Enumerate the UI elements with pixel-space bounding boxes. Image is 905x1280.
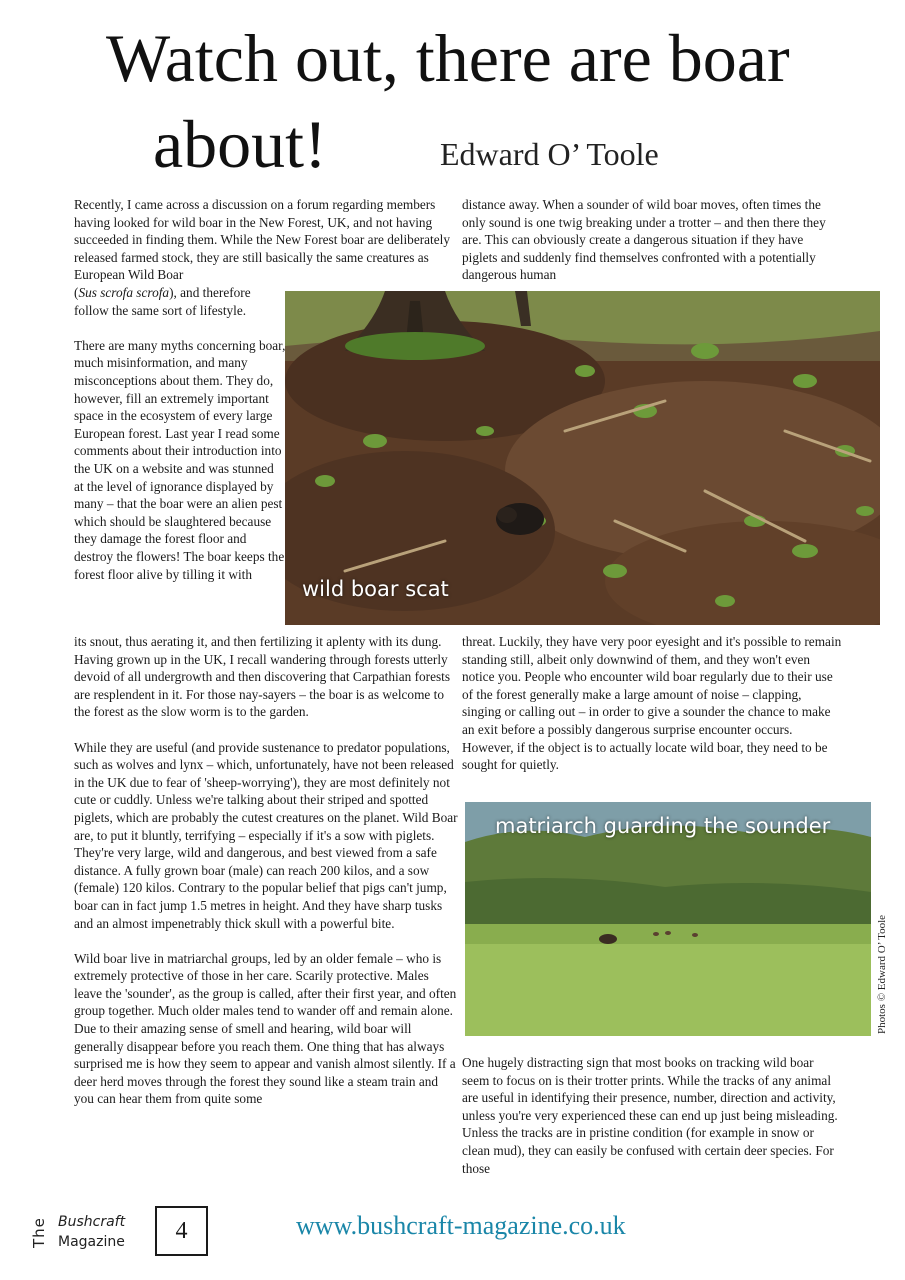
paragraph: One hugely distracting sign that most books on tracking wild boar seem to focus on is their trotter prints. While the tracks of any animal are useful in identifying their presence, number, direction and activity, unless you're very experienced these can end up just being misleading. Unless the tracks are in pristine condition (for example in snow or clean mud), they can easily be confused with certain deer species. For those [462, 1055, 838, 1176]
photo-caption: wild boar scat [302, 577, 449, 601]
page-number: 4 [155, 1206, 208, 1256]
column-2-bottom [462, 1054, 842, 1177]
paragraph: (Sus scrofa scrofa), and therefore follow the same sort of lifestyle. [74, 285, 251, 318]
paragraph: Wild boar live in matriarchal groups, led by an older female – who is extremely protective of those in her care. Scarily protective. Males leave the 'sounder', as the group is called, after their first year, and often group together. Much older males tend to wander off and remain alone. Due to their amazing sense of smell and hearing, wild boar will generally disappear before you reach them. One thing that has always surprised me is how they seem to appear and vanish almost silently. If a deer herd moves through the forest they sound like a steam train and you can hear them from quite some [74, 950, 457, 1107]
author-byline: Edward O’ Toole [440, 136, 659, 172]
website-link[interactable]: www.bushcraft-magazine.co.uk [296, 1211, 626, 1240]
paragraph: distance away. When a sounder of wild boar moves, often times the only sound is one twig breaking under a trotter – and then there they are. This can obviously create a dangerous situation if they have piglets and suddenly find themselves confronted with a potentially dangerous human [462, 197, 826, 283]
photo-caption: matriarch guarding the sounder [495, 814, 831, 838]
photo-forest-floor [285, 291, 880, 625]
column-1-intro [74, 196, 459, 284]
photo-credit: Photos © Edward O’ Toole [876, 914, 888, 1034]
paragraph: threat. Luckily, they have very poor eyesight and it's possible to remain standing still, albeit only downwind of them, and they won't even notice you. People who encounter wild boar regularly due to their use of the forest generally make a large amount of noise – clapping, singing or calling out – in order to give a sounder the chance to make an exit before a possibly dangerous surprise encounter occurs. However, if the object is to actually locate wild boar, they need to be sought for quietly. [462, 634, 842, 773]
latin-name: Sus scrofa scrofa [78, 285, 170, 300]
column-1-lower [74, 633, 459, 1108]
paragraph: its snout, thus aerating it, and then fertilizing it aplenty with its dung. Having grown up in the UK, I recall wandering through forests utterly devoid of all undergrowth and then discovering that Carpathian forests are resplendent in it. For those nay-sayers – the boar is as welcome to the forest as the slow worm is to the garden. [74, 634, 451, 720]
column-2-middle [462, 633, 842, 774]
article-title-line-1: Watch out, there are boar [106, 20, 790, 96]
article-title-line-2: about! [153, 106, 327, 182]
brand-magazine: Magazine [58, 1234, 125, 1250]
forest-floor-image [285, 291, 880, 625]
photo-meadow [465, 802, 871, 1036]
paragraph: There are many myths concerning boar, much misinformation, and many misconceptions about them. They do, however, fill an extremely important space in the ecosystem of every large European forest. Last year I read some comments about their introduction into the UK on a website and was stunned at the level of ignorance displayed by many – that the boar were an alien pest which should be slaughtered because they damage the forest floor and destroy the flowers! The boar keeps the forest floor alive by tilling it with [74, 337, 286, 582]
paragraph: While they are useful (and provide sustenance to predator populations, such as wolves and lynx – which, unfortunately, have not been released in the UK due to fear of 'sheep-worrying'), they are most definitely not cute or cuddly. Unless we're talking about their striped and spotted piglets, which are probably the cutest creatures on the planet. Wild Boar are, to put it bluntly, terrifying – especially if it's a sow with piglets. They're very large, wild and dangerous, and best viewed from a safe distance. A fully grown boar (male) can reach 200 kilos, and a sow (female) 120 kilos. Contrary to the popular belief that pigs can't jump, boar can in fact jump 1.5 metres in height. And they have sharp tusks and an almost impenetrably thick skull with a powerful bite. [74, 739, 458, 931]
brand-the: The [30, 1217, 48, 1248]
column-1-beside-photo [74, 284, 286, 583]
column-2-top [462, 196, 842, 284]
paragraph: Recently, I came across a discussion on a forum regarding members having looked for wild boar in the New Forest, UK, and not having succeeded in finding them. While the New Forest boar are deliberately released farmed stock, they are still basically the same creatures as European Wild Boar [74, 197, 450, 283]
brand-name: Bushcraft [58, 1214, 126, 1230]
